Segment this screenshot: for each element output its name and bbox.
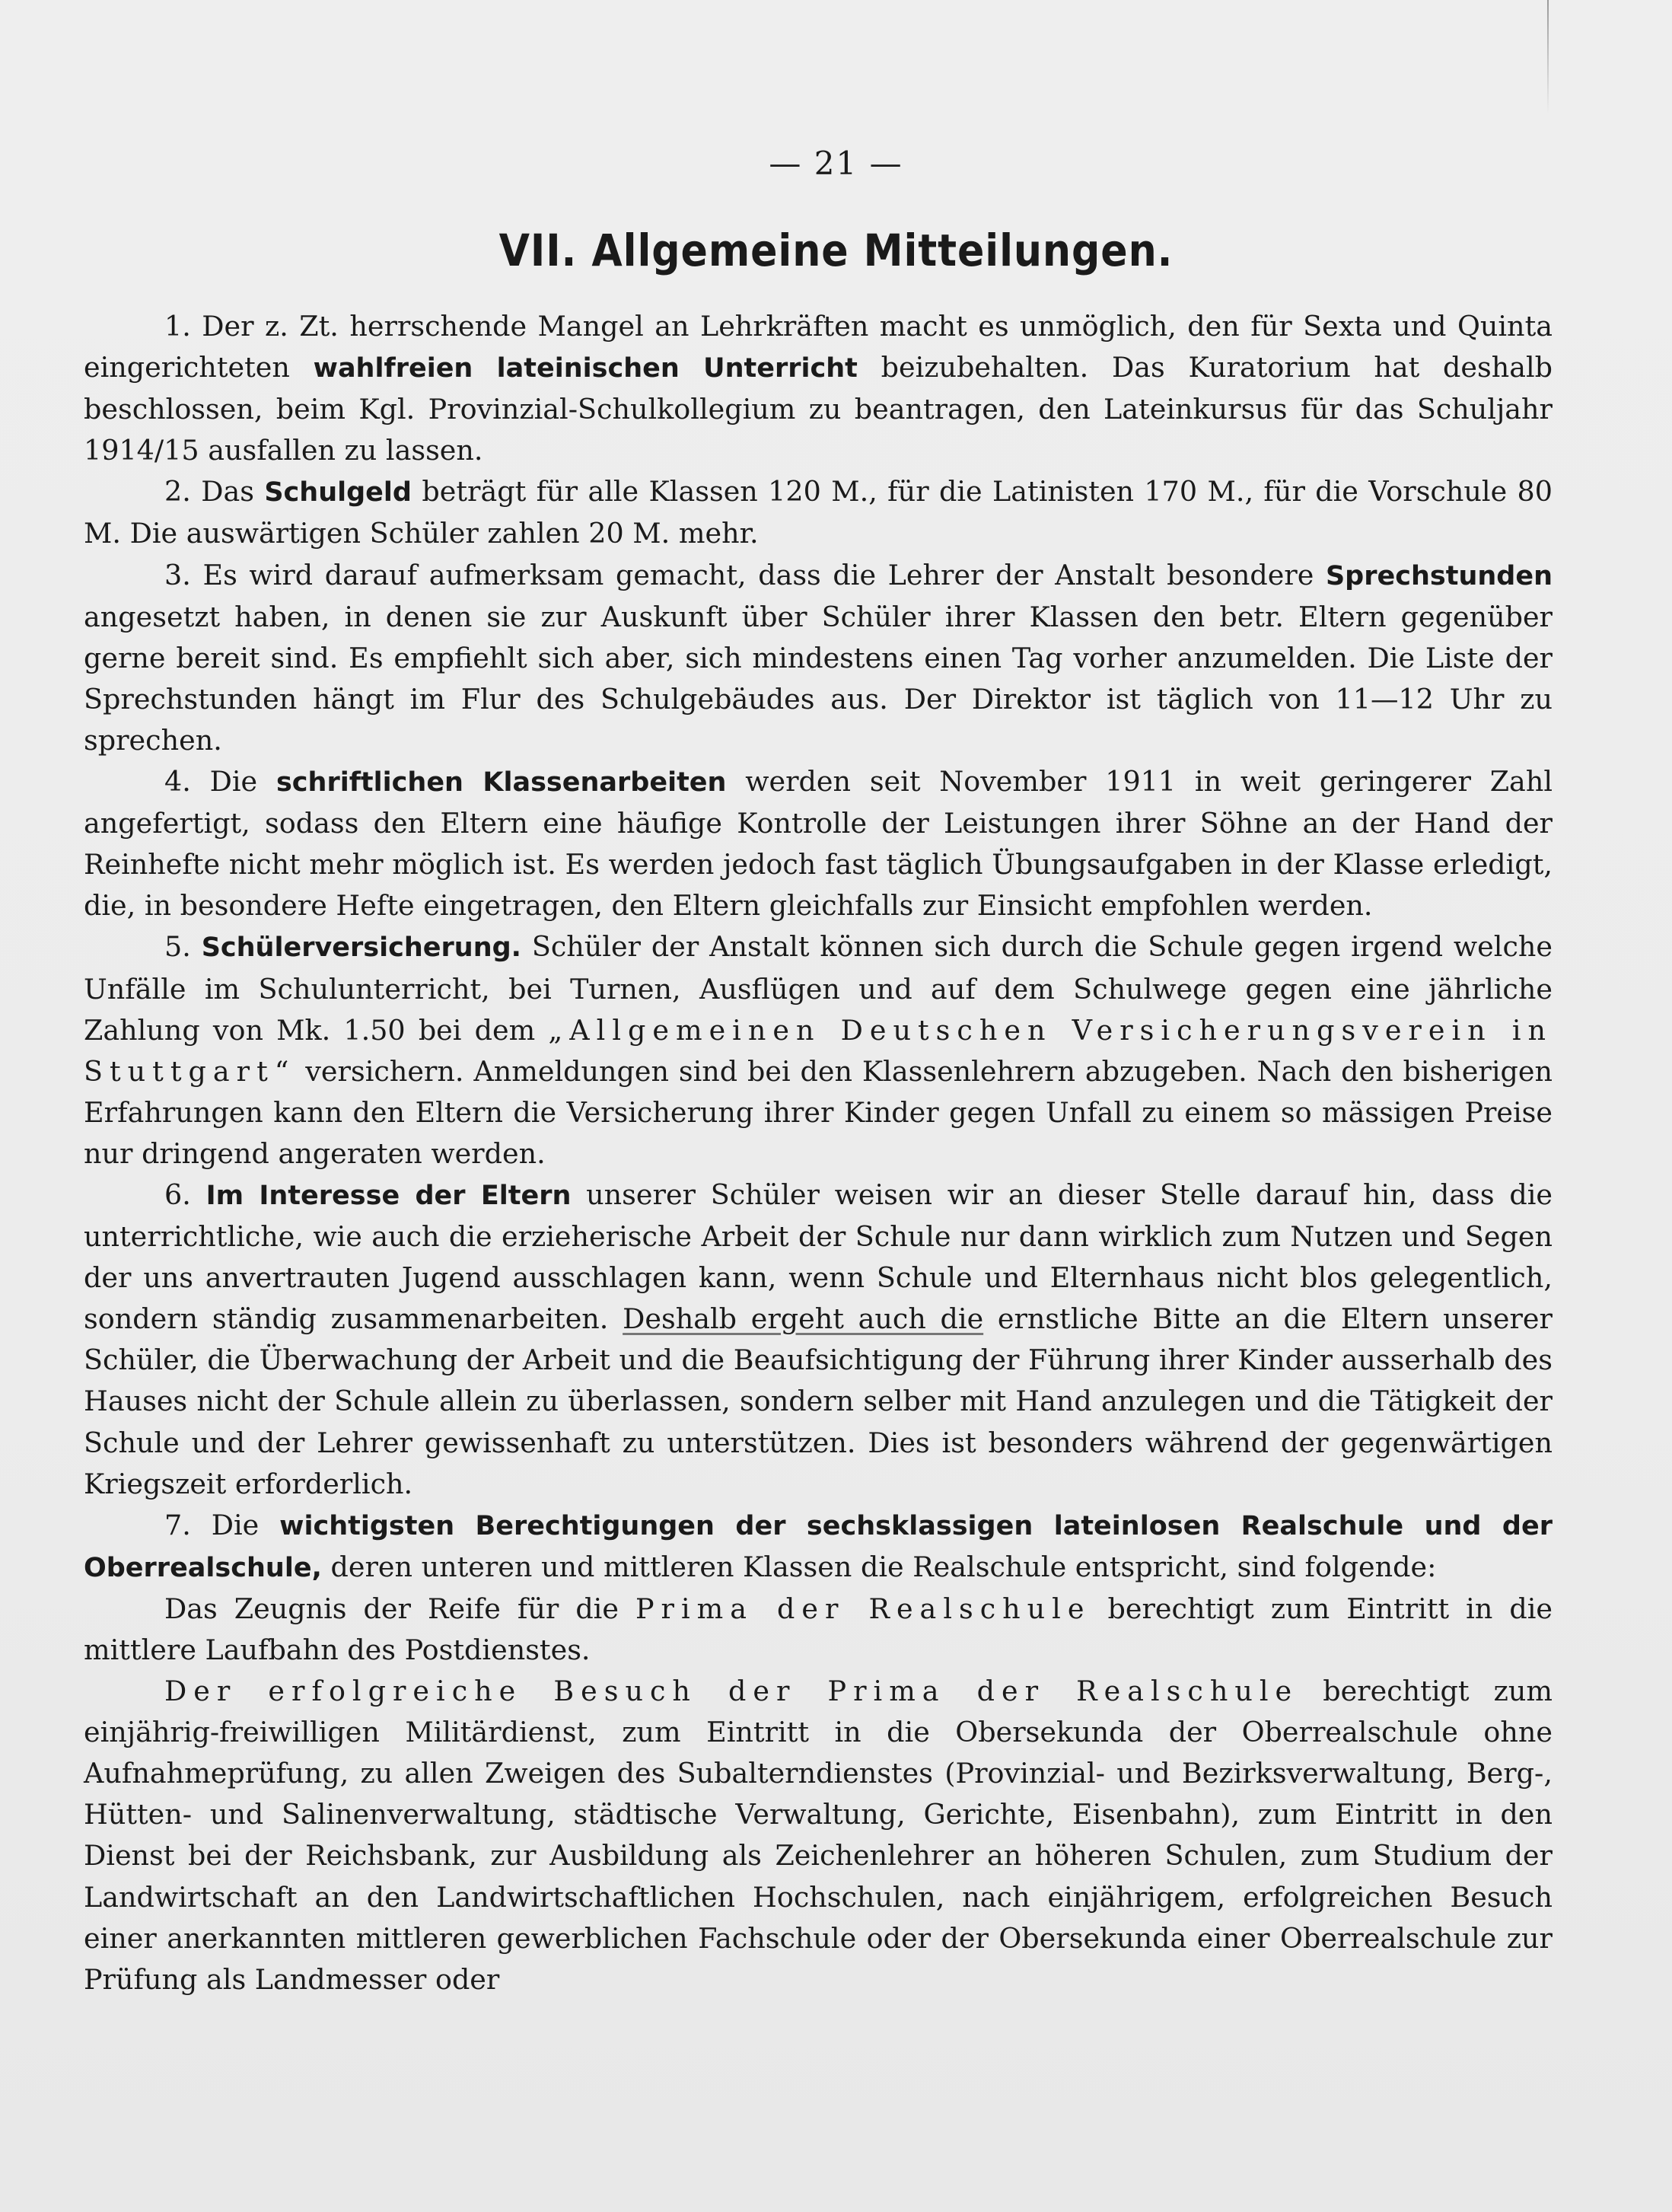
bold-term: Schülerversicherung.	[201, 932, 521, 964]
bold-term: Im Interesse der Eltern	[205, 1180, 572, 1211]
underlined-phrase: Deshalb ergeht auch die	[623, 1302, 984, 1336]
spaced-name: „Allgemeinen Deutschen Versicherungsverein in Stuttgart“	[84, 1013, 1553, 1088]
bold-term: wichtigsten Berechtigungen der sechsklassigen lateinlosen Realschule und der Oberrealschule,	[84, 1510, 1553, 1583]
paragraph-9: Der erfolgreiche Besuch der Prima der Realschule berechtigt zum einjährig-freiwilligen Militärdienst, zum Eintritt in die Obersekunda der Oberrealschule ohne Aufnahmeprüfung, zu allen Zweigen des Subalterndienstes (Provinzial- und Bezirksverwaltung, Berg-, Hütten- und Salinenverwaltung, städtische Verwaltung, Gerichte, Eisenbahn), zum Eintritt in den Dienst bei der Reichsbank, zur Ausbildung als Zeichenlehrer an höheren Schulen, zum Studium der Landwirtschaft an den Landwirtschaftlichen Hochschulen, nach einjährigem, erfolgreichen Besuch einer anerkannten mittleren gewerblichen Fachschule oder der Obersekunda einer Oberrealschule zur Prüfung als Landmesser oder	[84, 1675, 1553, 1996]
spaced-term: Der erfolgreiche Besuch der Prima der Realschule	[164, 1675, 1299, 1708]
paragraph-4: 4. Die schriftlichen Klassenarbeiten werden seit November 1911 in weit geringerer Zahl angefertigt, sodass den Eltern eine häufige Kontrolle der Leistungen ihrer Söhne an der Hand der Reinhefte nicht mehr möglich ist. Es werden jedoch fast täglich Übungsaufgaben in der Klasse erledigt, die, in besondere Hefte eingetragen, den Eltern gleichfalls zur Einsicht empfohlen werden.	[84, 765, 1553, 923]
bold-term: Sprechstunden	[1325, 560, 1553, 591]
page-number: — 21 —	[769, 145, 903, 182]
paragraph-1: 1. Der z. Zt. herrschende Mangel an Lehrkräften macht es unmöglich, den für Sexta und Quinta eingerichteten wahlfreien lateinischen Unterricht beizubehalten. Das Kuratorium hat deshalb beschlossen, beim Kgl. Provinzial-Schulkollegium zu beantragen, den Lateinkursus für das Schuljahr 1914/15 ausfallen zu lassen.	[84, 310, 1553, 467]
body-text	[84, 306, 1553, 2000]
paragraph-8: Das Zeugnis der Reife für die Prima der Realschule berechtigt zum Eintritt in die mittlere Laufbahn des Postdienstes.	[84, 1592, 1553, 1666]
paragraph-2: 2. Das Schulgeld beträgt für alle Klassen 120 M., für die Latinisten 170 M., für die Vorschule 80 M. Die auswärtigen Schüler zahlen 20 M. mehr.	[84, 475, 1553, 550]
bold-term: schriftlichen Klassenarbeiten	[275, 767, 727, 798]
paragraph-7: 7. Die wichtigsten Berechtigungen der sechsklassigen lateinlosen Realschule und der Oberrealschule, deren unteren und mittleren Klassen die Realschule entspricht, sind folgende:	[84, 1508, 1553, 1583]
scan-edge-line	[1547, 0, 1549, 114]
paragraph-3: 3. Es wird darauf aufmerksam gemacht, dass die Lehrer der Anstalt besondere Sprechstunden angesetzt haben, in denen sie zur Auskunft über Schüler ihrer Klassen den betr. Eltern gegenüber gerne bereit sind. Es empfiehlt sich aber, sich mindestens einen Tag vorher anzumelden. Die Liste der Sprechstunden hängt im Flur des Schulgebäudes aus. Der Direktor ist täglich von 11—12 Uhr zu sprechen.	[84, 558, 1553, 757]
section-heading: VII. Allgemeine Mitteilungen.	[498, 225, 1174, 276]
paragraph-5: 5. Schülerversicherung. Schüler der Anstalt können sich durch die Schule gegen irgend welche Unfälle im Schulunterricht, bei Turnen, Ausflügen und auf dem Schulwege gegen eine jährliche Zahlung von Mk. 1.50 bei dem „Allgemeinen Deutschen Versicherungsverein in Stuttgart“ versichern. Anmeldungen sind bei den Klassenlehrern abzugeben. Nach den bisherigen Erfahrungen kann den Eltern die Versicherung ihrer Kinder gegen Unfall zu einem so mässigen Preise nur dringend angeraten werden.	[84, 930, 1553, 1170]
paragraph-6: 6. Im Interesse der Eltern unserer Schüler weisen wir an dieser Stelle darauf hin, dass die unterrichtliche, wie auch die erzieherische Arbeit der Schule nur dann wirklich zum Nutzen und Segen der uns anvertrauten Jugend ausschlagen kann, wenn Schule und Elternhaus nicht blos gelegentlich, sondern ständig zusammenarbeiten. Deshalb ergeht auch die ernstliche Bitte an die Eltern unserer Schüler, die Überwachung der Arbeit und die Beaufsichtigung der Führung ihrer Kinder ausserhalb des Hauses nicht der Schule allein zu überlassen, sondern selber mit Hand anzulegen und die Tätigkeit der Schule und der Lehrer gewissenhaft zu unterstützen. Dies ist besonders während der gegenwärtigen Kriegszeit erforderlich.	[84, 1178, 1553, 1500]
bold-term: wahlfreien lateinischen Unterricht	[313, 353, 858, 384]
spaced-term: Prima der Realschule	[635, 1592, 1091, 1625]
bold-term: Schulgeld	[264, 477, 412, 508]
